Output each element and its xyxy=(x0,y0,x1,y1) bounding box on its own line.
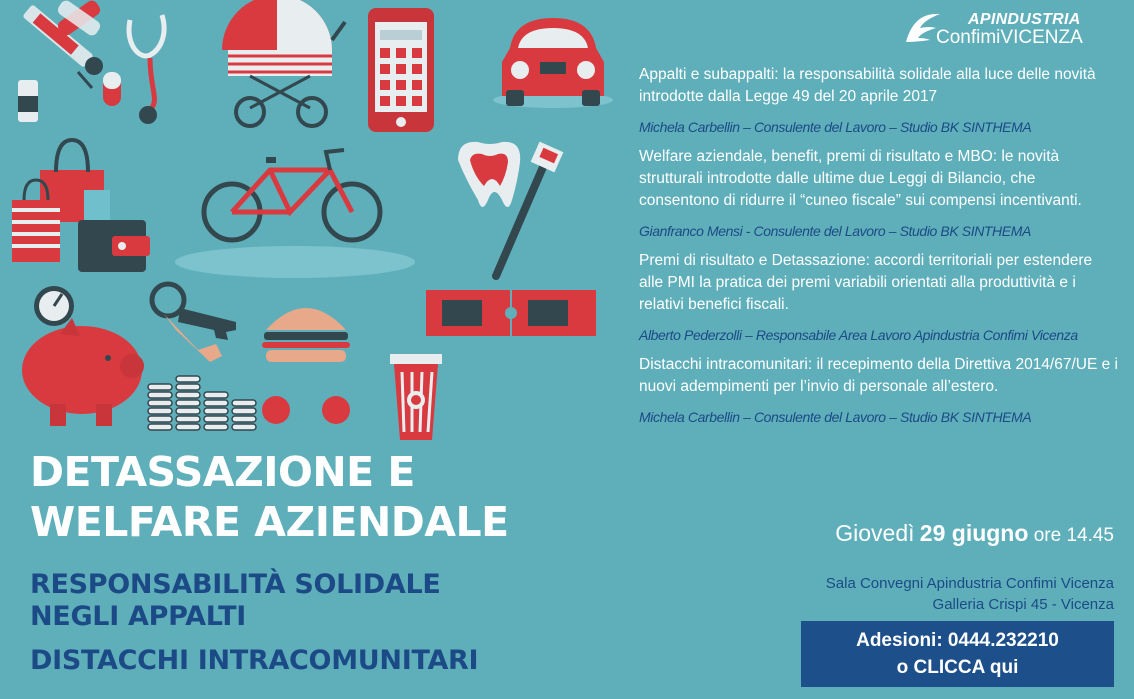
speaker-1: Michela Carbellin – Consulente del Lavoro – Studio BK SINTHEMA xyxy=(639,119,1032,135)
speaker-2: Gianfranco Mensi - Consulente del Lavoro – Studio BK SINTHEMA xyxy=(639,223,1031,239)
registration-button[interactable] xyxy=(801,621,1114,687)
event-date-value: 29 giugno xyxy=(919,520,1029,546)
event-venue xyxy=(826,573,1114,615)
car-icon xyxy=(493,18,613,108)
title-line1: DETASSAZIONE E xyxy=(30,448,415,496)
subtitle-line3: DISTACCHI INTRACOMUNITARI xyxy=(30,645,479,676)
speaker-4: Michela Carbellin – Consulente del Lavoro – Studio BK SINTHEMA xyxy=(639,409,1032,425)
speaker-3: Alberto Pederzolli – Responsabile Area Lavoro Apindustria Confimi Vicenza xyxy=(639,327,1078,343)
logo-vicenza: VICENZA xyxy=(1000,27,1083,48)
topic-4: Distacchi intracomunitari: il recepimento della Direttiva 2014/67/UE e i nuovi adempimenti per l’invio di personale all’estero. xyxy=(639,356,1118,395)
apindustria-logo xyxy=(902,8,1102,52)
coffee-cup-icon xyxy=(390,354,442,440)
cta-line2: o CLICCA qui xyxy=(896,657,1019,678)
subtitles xyxy=(30,569,590,677)
gauge-icon xyxy=(34,286,74,326)
coins-icon xyxy=(148,376,256,430)
venue-line1: Sala Convegni Apindustria Confimi Vicenza xyxy=(825,575,1114,592)
illustration-panel xyxy=(0,0,640,445)
cta-line1: Adesioni: 0444.232210 xyxy=(856,630,1059,651)
stroller-icon xyxy=(222,0,345,126)
logo-line2 xyxy=(936,27,1083,49)
venue-line2: Galleria Crispi 45 - Vicenza xyxy=(932,596,1114,613)
topic-3: Premi di risultato e Detassazione: accordi territoriali per estendere alle PMI la pratica dei premi variabili orientati alla produttività e i relativi benefici fiscali. xyxy=(639,252,1093,313)
piggy-bank-icon xyxy=(22,318,144,426)
keys-icon xyxy=(152,284,236,362)
subtitle-line1: RESPONSABILITÀ SOLIDALE xyxy=(30,569,441,600)
smartphone-icon xyxy=(368,8,434,132)
event-time: ore 14.45 xyxy=(1033,525,1114,546)
medical-kit-icon xyxy=(18,0,164,124)
topic-2: Welfare aziendale, benefit, premi di risultato e MBO: le novità strutturali introdotte dalle ultime due Leggi di Bilancio, che consentono di ridurre il “cuneo fiscale” sui compensi incentivanti. xyxy=(639,148,1082,209)
bicycle-icon xyxy=(175,150,415,278)
page-title xyxy=(30,447,590,547)
title-line2: WELFARE AZIENDALE xyxy=(30,498,509,546)
event-date xyxy=(835,520,1114,547)
topic-1: Appalti e subappalti: la responsabilità solidale alla luce delle novità introdotte dalla Legge 49 del 20 aprile 2017 xyxy=(639,66,1096,105)
wallet-icon xyxy=(78,220,150,272)
event-day: Giovedì xyxy=(835,520,915,546)
logo-line1: APINDUSTRIA xyxy=(968,11,1081,28)
program-list xyxy=(639,64,1119,436)
tickets-icon xyxy=(426,290,596,336)
burger-icon xyxy=(262,308,350,424)
subtitle-line2: NEGLI APPALTI xyxy=(30,601,247,632)
tooth-icon xyxy=(458,142,520,207)
logo-confimi: Confimi xyxy=(936,27,1001,48)
